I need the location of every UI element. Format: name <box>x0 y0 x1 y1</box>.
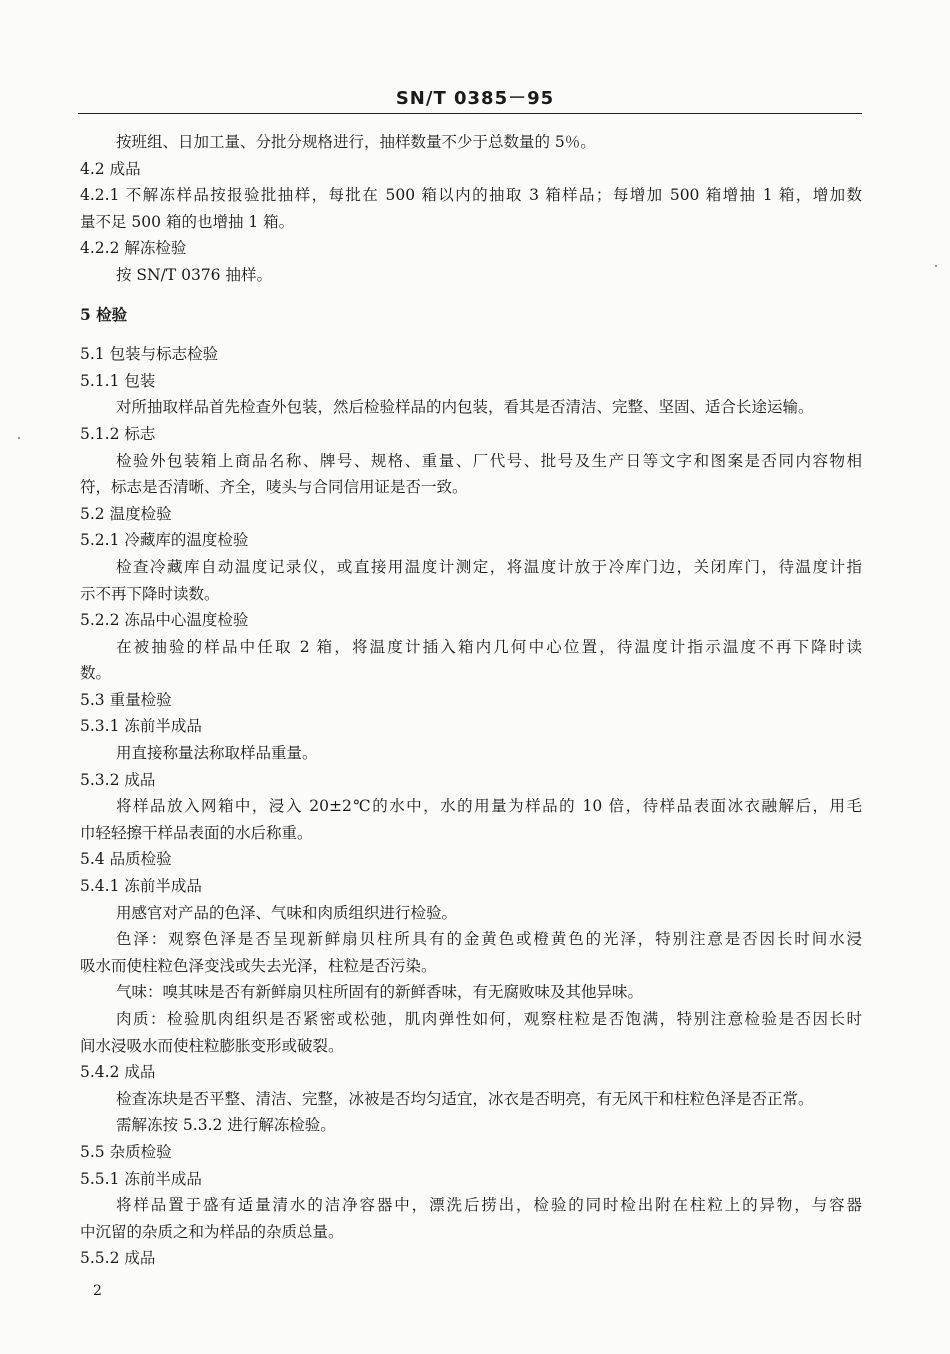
scan-speck <box>935 265 937 267</box>
section-heading: 5.1 包装与标志检验 <box>80 345 219 364</box>
section-heading: 5.4 品质检验 <box>80 850 172 869</box>
body-text-line: 数。 <box>80 664 112 683</box>
section-heading: 4.2.2 解冻检验 <box>80 239 187 258</box>
body-text-line: 肉质：检验肌肉组织是否紧密或松弛，肌肉弹性如何，观察柱粒是否饱满，特别注意检验是否因长时 <box>116 1010 862 1028</box>
header-rule <box>78 113 862 114</box>
body-text-line: 示不再下降时读数。 <box>80 584 220 603</box>
section-heading: 5.3 重量检验 <box>80 690 172 709</box>
section-heading: 4.2.1 不解冻样品按报验批抽样，每批在 500 箱以内的抽取 3 箱样品；每增加 500 箱增抽 1 箱，增加数 <box>80 186 862 205</box>
body-text-line: 巾轻轻擦干样品表面的水后称重。 <box>80 823 313 842</box>
body-text-line: 对所抽取样品首先检查外包装，然后检验样品的内包装，看其是否清洁、完整、坚固、适合长途运输。 <box>116 398 814 417</box>
section-heading: 5.2.2 冻品中心温度检验 <box>80 611 249 630</box>
document-body <box>80 129 862 1272</box>
body-text-line: 色泽：观察色泽是否呈现新鲜扇贝柱所具有的金黄色或橙黄色的光泽，特别注意是否因长时间水浸 <box>116 930 862 949</box>
body-text-line: 将样品放入网箱中，浸入 20±2℃的水中，水的用量为样品的 10 倍，待样品表面冰衣融解后，用毛 <box>116 797 862 816</box>
scan-speck <box>18 437 20 439</box>
section-heading: 5.5.1 冻前半成品 <box>80 1169 202 1188</box>
body-text-line: 用感官对产品的色泽、气味和肉质组织进行检验。 <box>116 903 458 922</box>
section-heading: 5.5 杂质检验 <box>80 1142 172 1161</box>
body-text-line: 检查冷藏库自动温度记录仪，或直接用温度计测定，将温度计放于冷库门边，关闭库门，待温度计指 <box>116 557 862 576</box>
body-text-line: 检验外包装箱上商品名称、牌号、规格、重量、厂代号、批号及生产日等文字和图案是否同内容物相 <box>116 451 862 470</box>
body-text-line: 吸水而使柱粒色泽变浅或失去光泽，柱粒是否污染。 <box>80 956 437 975</box>
section-heading: 5.2 温度检验 <box>80 504 172 523</box>
body-text-line: 量不足 500 箱的也增抽 1 箱。 <box>80 212 295 231</box>
body-text-line: 间水浸吸水而使柱粒膨胀变形或破裂。 <box>80 1036 344 1055</box>
body-text-line: 检查冻块是否平整、清洁、完整，冰被是否均匀适宜，冰衣是否明亮，有无风干和柱粒色泽是否正常。 <box>116 1089 814 1108</box>
section-heading: 5.5.2 成品 <box>80 1249 156 1268</box>
section-heading: 5.3.1 冻前半成品 <box>80 717 202 736</box>
section-heading: 5.4.1 冻前半成品 <box>80 877 202 896</box>
body-text-line: 气味：嗅其味是否有新鲜扇贝柱所固有的新鲜香味，有无腐败味及其他异味。 <box>116 983 644 1002</box>
body-text-line: 符，标志是否清晰、齐全，唛头与合同信用证是否一致。 <box>80 478 468 497</box>
section-heading: 5.3.2 成品 <box>80 770 156 789</box>
body-text-line: 用直接称量法称取样品重量。 <box>116 744 318 763</box>
body-text-line: 按 SN/T 0376 抽样。 <box>116 265 272 284</box>
paragraph-gap <box>80 289 862 302</box>
section-heading: 5.1.1 包装 <box>80 371 156 390</box>
section-heading: 5.4.2 成品 <box>80 1063 156 1082</box>
section-heading: 5.1.2 标志 <box>80 424 156 443</box>
standard-code-header: SN/T 0385－95 <box>395 88 555 109</box>
body-text-line: 在被抽验的样品中任取 2 箱，将温度计插入箱内几何中心位置，待温度计指示温度不再下降时读 <box>116 637 862 656</box>
paragraph-gap <box>80 328 862 341</box>
body-text-line: 中沉留的杂质之和为样品的杂质总量。 <box>80 1222 344 1241</box>
body-text-line: 需解冻按 5.3.2 进行解冻检验。 <box>116 1116 336 1135</box>
body-text-line: 按班组、日加工量、分批分规格进行，抽样数量不少于总数量的 5％。 <box>116 133 596 151</box>
section-heading: 5.2.1 冷藏库的温度检验 <box>80 531 249 550</box>
section-heading: 5 检验 <box>80 304 128 324</box>
page-number: 2 <box>93 1283 102 1299</box>
section-heading: 4.2 成品 <box>80 159 141 178</box>
body-text-line: 将样品置于盛有适量清水的洁净容器中，漂洗后捞出，检验的同时检出附在柱粒上的异物，与容器 <box>116 1196 862 1215</box>
